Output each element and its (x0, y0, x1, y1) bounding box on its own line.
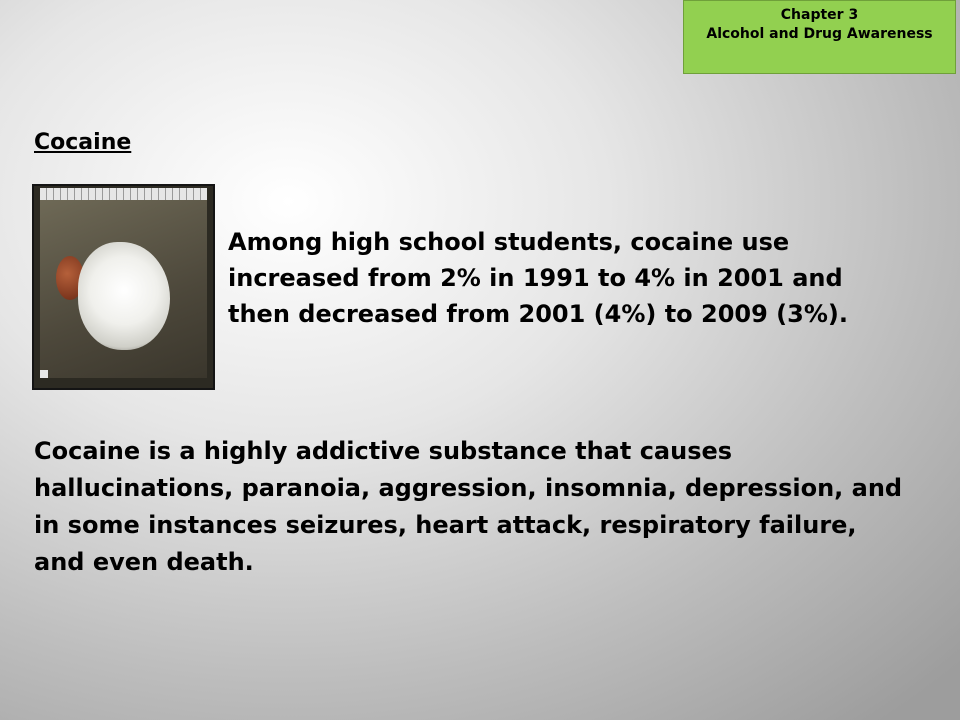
chapter-subtitle: Alcohol and Drug Awareness (706, 26, 933, 42)
ruler-graphic (40, 188, 207, 200)
chapter-label: Chapter 3 (780, 7, 859, 23)
cocaine-photo (32, 184, 215, 390)
section-title: Cocaine (34, 130, 132, 155)
statistics-paragraph: Among high school students, cocaine use increased from 2% in 1991 to 4% in 2001 and then decreased from 2001 (4%) to 2009 (3%). (228, 228, 848, 328)
chapter-badge (683, 0, 956, 74)
powder-graphic (78, 242, 170, 350)
effects-paragraph: Cocaine is a highly addictive substance that causes hallucinations, paranoia, aggression, insomnia, depression, and in some instances seizures, heart attack, respiratory failure, and even death. (34, 437, 903, 576)
photo-corner-mark (40, 370, 48, 378)
